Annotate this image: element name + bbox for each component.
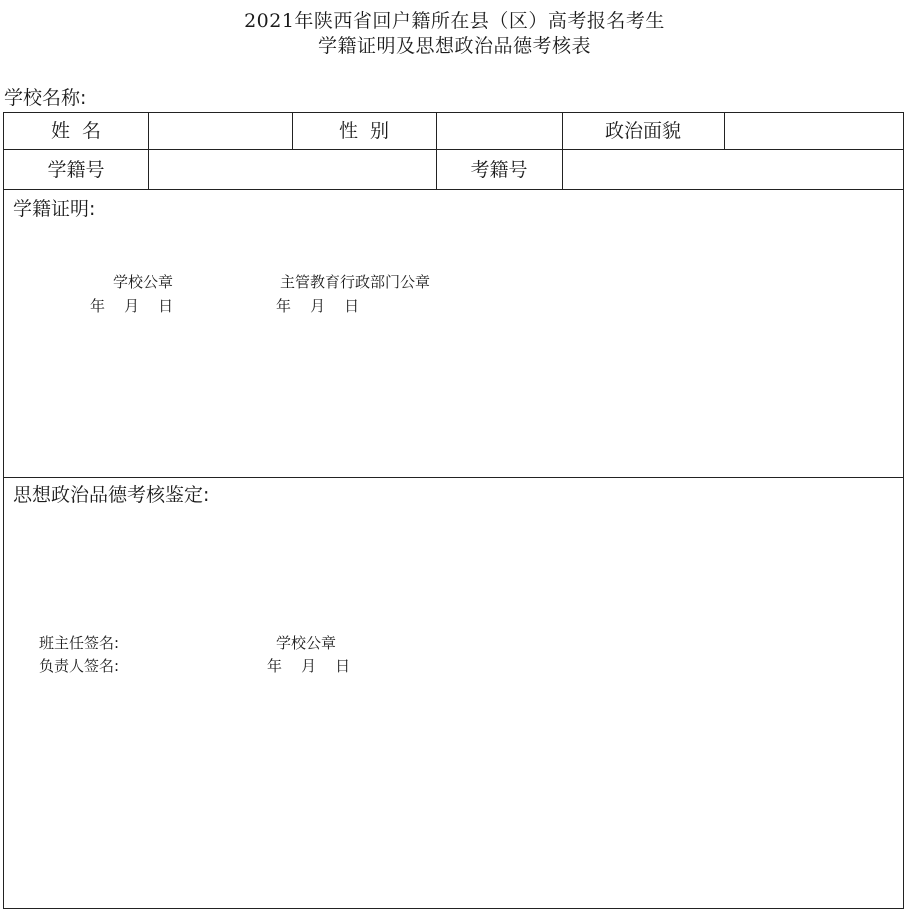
leader-signature-label: 负责人签名:: [39, 657, 120, 675]
moral-date: 年 月 日: [267, 657, 351, 675]
dept-seal-date: 年 月 日: [276, 297, 360, 315]
section-divider: [4, 477, 903, 478]
exam-id-label: 考籍号: [470, 159, 528, 181]
student-id-label: 学籍号: [47, 159, 105, 181]
student-id-field[interactable]: [149, 150, 435, 188]
moral-assessment-title: 思想政治品德考核鉴定:: [13, 484, 210, 506]
form-title-line-2: 学籍证明及思想政治品德考核表: [317, 35, 591, 57]
school-seal-date: 年 月 日: [90, 297, 174, 315]
exam-id-field[interactable]: [563, 150, 902, 188]
assessment-form-table: [3, 112, 904, 909]
name-label: 姓 名: [50, 120, 102, 142]
school-seal-label: 学校公章: [113, 273, 174, 291]
moral-school-seal-label: 学校公章: [276, 634, 337, 652]
row-divider-2: [4, 189, 903, 190]
political-status-field[interactable]: [725, 114, 902, 148]
school-name-label: 学校名称:: [4, 87, 87, 109]
enrollment-section-title: 学籍证明:: [13, 198, 96, 220]
form-title-line-1: 2021年陕西省回户籍所在县（区）高考报名考生: [244, 10, 665, 32]
gender-field[interactable]: [437, 114, 561, 148]
dept-seal-label: 主管教育行政部门公章: [280, 273, 431, 291]
gender-label: 性 别: [338, 120, 390, 142]
head-teacher-signature-label: 班主任签名:: [39, 634, 120, 652]
political-status-label: 政治面貌: [604, 120, 681, 142]
name-field[interactable]: [149, 114, 291, 148]
